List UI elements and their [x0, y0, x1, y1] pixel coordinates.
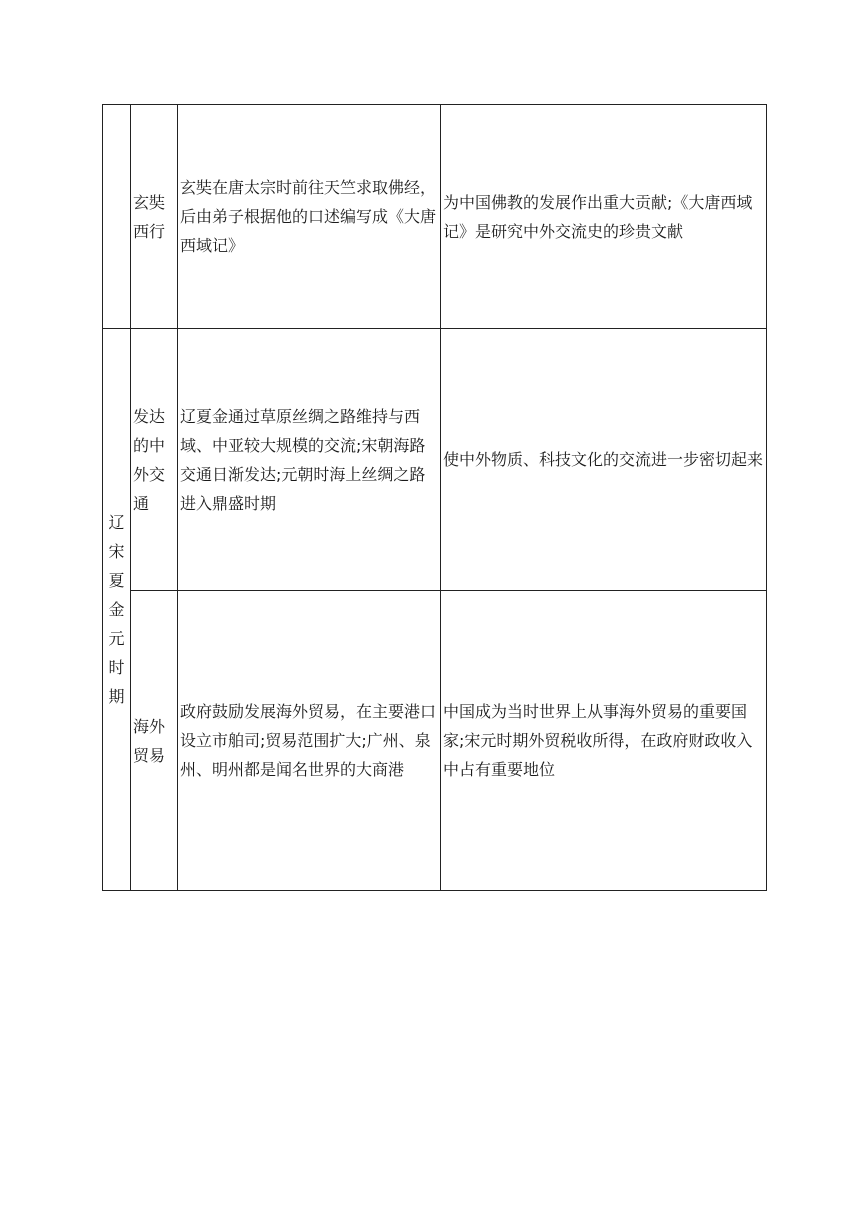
era-label: 辽宋夏金元时期: [108, 513, 125, 706]
topic-label: 发达的中外交通: [133, 406, 166, 513]
topic-cell: [131, 329, 178, 591]
impact-text: 使中外物质、科技文化的交流进一步密切起来: [443, 450, 764, 469]
content-text: 辽夏金通过草原丝绸之路维持与西域、中亚较大规模的交流;宋朝海路交通日渐发达;元朝时海上丝绸之路进入鼎盛时期: [180, 406, 426, 513]
table-row: [103, 591, 767, 891]
history-table: [102, 104, 767, 891]
content-cell: [178, 591, 441, 891]
table-row: [103, 105, 767, 329]
content-text: 政府鼓励发展海外贸易，在主要港口设立市舶司;贸易范围扩大;广州、泉州、明州都是闻名世界的大商港: [180, 702, 437, 779]
topic-label: 海外贸易: [133, 716, 166, 765]
topic-cell: [131, 105, 178, 329]
topic-label: 玄奘西行: [133, 192, 166, 241]
content-cell: [178, 329, 441, 591]
impact-text: 中国成为当时世界上从事海外贸易的重要国家;宋元时期外贸税收所得，在政府财政收入中占有重要地位: [443, 702, 753, 779]
impact-cell: [441, 105, 767, 329]
impact-cell: [441, 329, 767, 591]
content-cell: [178, 105, 441, 329]
impact-text: 为中国佛教的发展作出重大贡献;《大唐西域记》是研究中外交流史的珍贵文献: [443, 192, 753, 241]
era-cell-empty: [103, 105, 131, 329]
table-row: [103, 329, 767, 591]
topic-cell: [131, 591, 178, 891]
content-text: 玄奘在唐太宗时前往天竺求取佛经，后由弟子根据他的口述编写成《大唐西域记》: [180, 178, 437, 255]
era-cell: [103, 329, 131, 891]
impact-cell: [441, 591, 767, 891]
